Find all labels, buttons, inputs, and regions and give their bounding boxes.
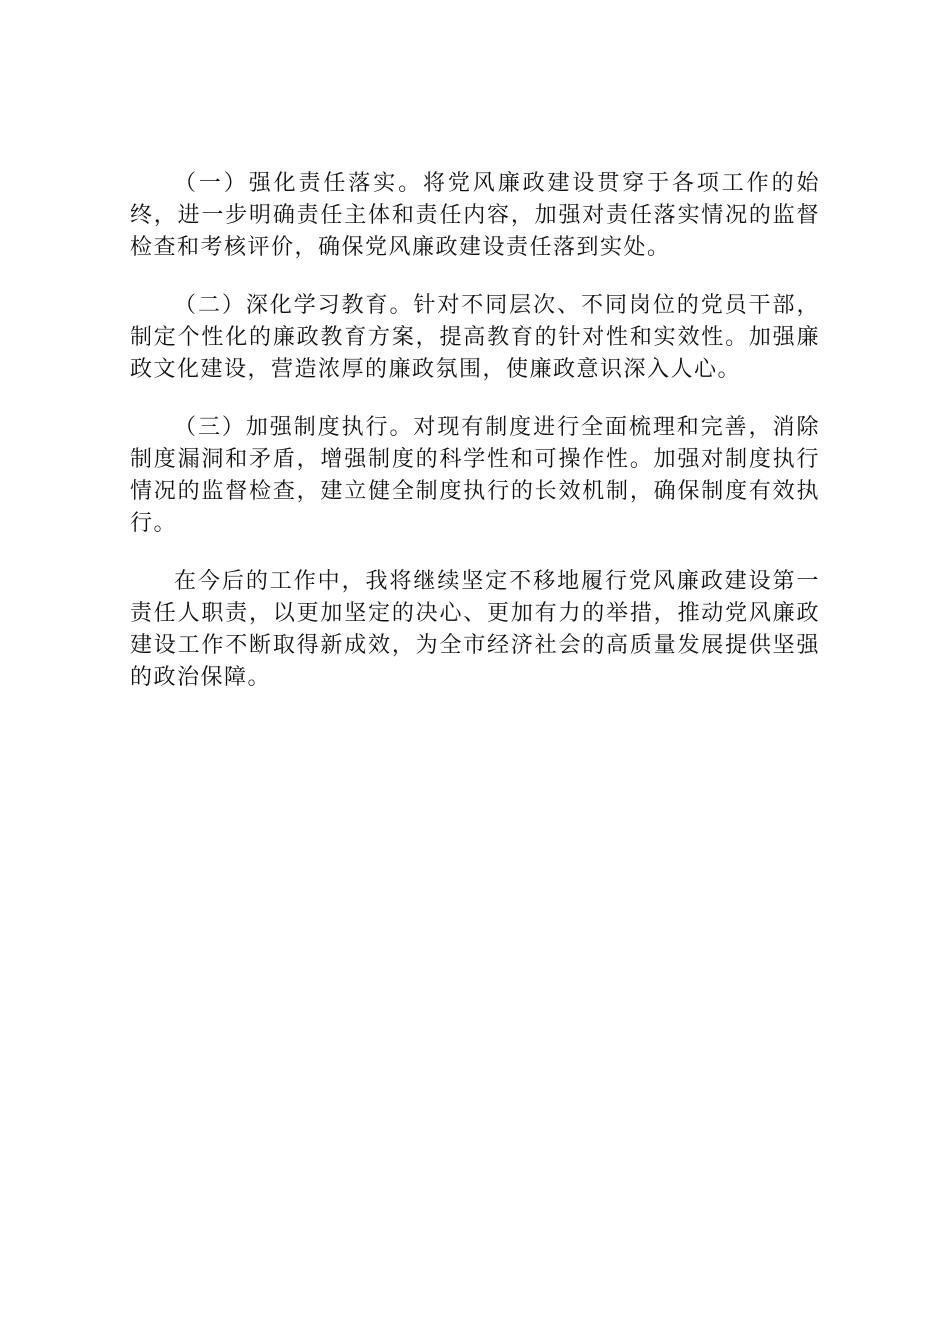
paragraph-strengthen-responsibility: （一）强化责任落实。将党风廉政建设贯穿于各项工作的始终，进一步明确责任主体和责任内容，加强对责任落实情况的监督检查和考核评价，确保党风廉政建设责任落到实处。 [130,171,820,260]
paragraph-deepen-education: （二）深化学习教育。针对不同层次、不同岗位的党员干部，制定个性化的廉政教育方案，提高教育的针对性和实效性。加强廉政文化建设，营造浓厚的廉政氛围，使廉政意识深入人心。 [130,293,820,382]
paragraph-conclusion: 在今后的工作中，我将继续坚定不移地履行党风廉政建设第一责任人职责，以更加坚定的决心、更加有力的举措，推动党风廉政建设工作不断取得新成效，为全市经济社会的高质量发展提供坚强的政治保障。 [130,569,820,690]
document-body [130,168,820,720]
paragraph-system-execution: （三）加强制度执行。对现有制度进行全面梳理和完善，消除制度漏洞和矛盾，增强制度的科学性和可操作性。加强对制度执行情况的监督检查，建立健全制度执行的长效机制，确保制度有效执行。 [130,415,820,536]
